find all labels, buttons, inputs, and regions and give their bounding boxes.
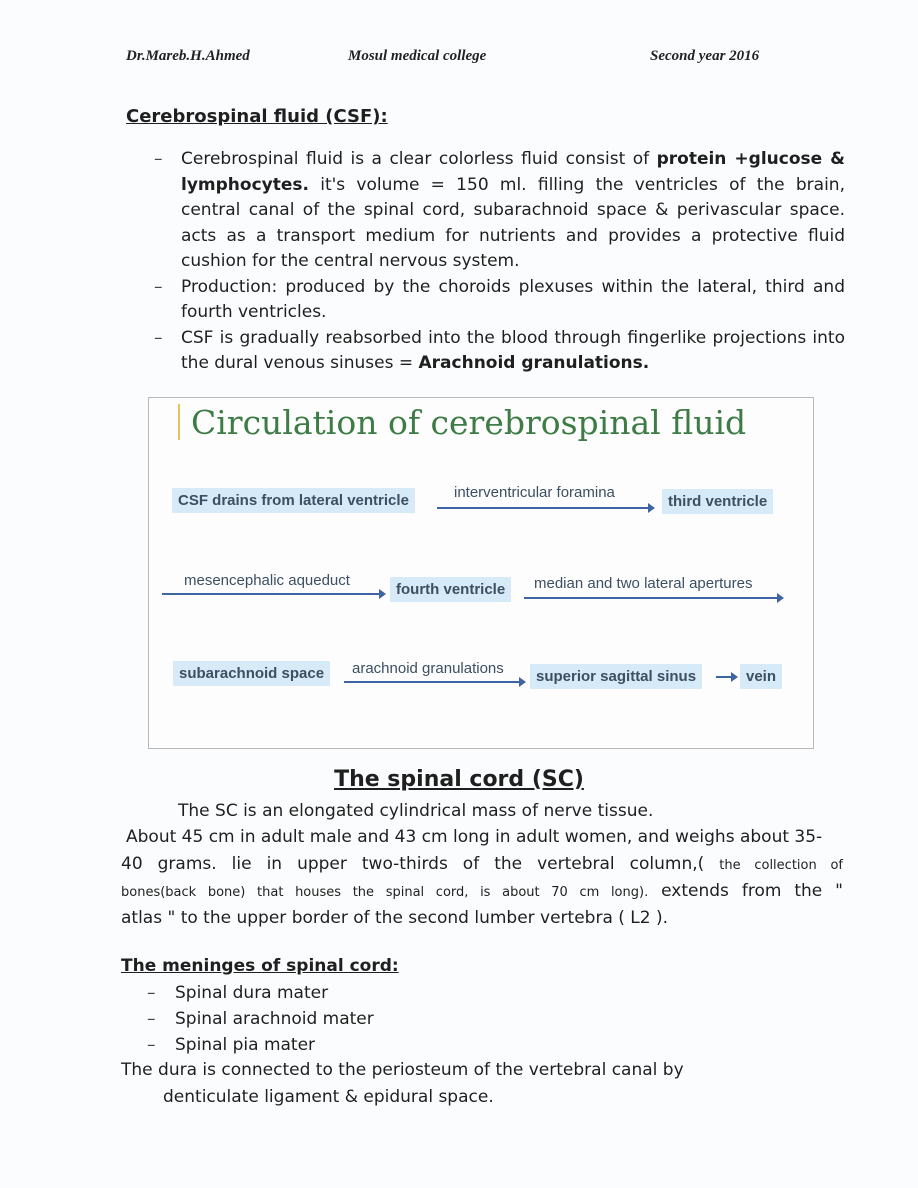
sc-paragraph (126, 824, 842, 851)
sc-line-3-text: extends from the " (648, 881, 843, 901)
arrow-row3-a (344, 681, 524, 683)
sc-line-4: atlas " to the upper border of the second lumber vertebra ( L2 ). (121, 908, 669, 928)
sc-line-3-small: bones(back bone) that houses the spinal cord, is about 70 cm long). (121, 885, 649, 900)
header-college: Mosul medical college (348, 48, 487, 64)
header-author: Dr.Mareb.H.Ahmed (126, 48, 250, 64)
label-arachnoid-granulations: arachnoid granulations (352, 660, 504, 677)
meninges-title: The meninges of spinal cord: (121, 956, 399, 976)
csf-bullet-3-text: CSF is gradually reabsorbed into the blood through fingerlike projections into the dural venous sinuses = (181, 327, 845, 373)
csf-section-title: Cerebrospinal fluid (CSF): (126, 106, 388, 127)
csf-bullet-2 (150, 275, 845, 326)
dash-bullet-icon: – (147, 1009, 156, 1029)
meninges-item-label: Spinal arachnoid mater (175, 1009, 374, 1029)
csf-bullet-3-bold: Arachnoid granulations. (418, 353, 650, 373)
csf-bullet-1-rest: it's volume = 150 ml. filling the ventricles of the brain, central canal of the spinal cord, subarachnoid space & perivascular space. acts as a transport medium for nutrients and provides a protective fluid cushion for the central nervous system. (181, 174, 845, 271)
label-mesencephalic-aqueduct: mesencephalic aqueduct (184, 572, 350, 589)
csf-bullet-list (150, 147, 845, 377)
sc-intro: The SC is an elongated cylindrical mass of nerve tissue. (178, 801, 654, 821)
node-lateral-ventricle: CSF drains from lateral ventricle (172, 488, 415, 513)
diagram-title: Circulation of cerebrospinal fluid (191, 403, 747, 442)
sc-line-1: About 45 cm in adult male and 43 cm long in adult women, and weighs about 35- (126, 827, 823, 847)
dash-bullet-icon: – (154, 276, 163, 297)
csf-bullet-1-text: Cerebrospinal fluid is a clear colorless fluid consist of (181, 149, 657, 169)
csf-bullet-1 (150, 147, 845, 275)
node-subarachnoid-space: subarachnoid space (173, 661, 330, 686)
meninges-item-label: Spinal dura mater (175, 983, 329, 1003)
dash-bullet-icon: – (147, 1035, 156, 1055)
header-year: Second year 2016 (650, 48, 760, 64)
sc-line-2-small: the collection of (719, 858, 843, 873)
meninges-item (147, 1006, 374, 1032)
arrow-row2-b (524, 597, 782, 599)
node-vein: vein (740, 664, 782, 689)
csf-bullet-2-text: Production: produced by the choroids plexuses within the lateral, third and fourth ventricles. (181, 276, 845, 322)
dash-bullet-icon: – (154, 149, 163, 169)
label-interventricular-foramina: interventricular foramina (454, 484, 615, 501)
spinal-cord-title: The spinal cord (SC) (334, 767, 584, 792)
arrow-row3-b (716, 676, 736, 678)
dura-line-2: denticulate ligament & epidural space. (163, 1087, 494, 1107)
node-superior-sagittal-sinus: superior sagittal sinus (530, 664, 702, 689)
arrow-row2-a (162, 593, 384, 595)
label-apertures: median and two lateral apertures (534, 575, 753, 592)
csf-bullet-1-bold: protein +glucose & lymphocytes. (181, 149, 845, 195)
dash-bullet-icon: – (147, 983, 156, 1003)
meninges-item (147, 980, 374, 1006)
csf-bullet-3 (150, 326, 845, 377)
dura-line-1: The dura is connected to the periosteum of the vertebral canal by (121, 1060, 684, 1080)
node-fourth-ventricle: fourth ventricle (390, 577, 511, 602)
sc-line-3 (121, 878, 843, 906)
meninges-item (147, 1032, 374, 1058)
meninges-item-label: Spinal pia mater (175, 1035, 316, 1055)
diagram-accent-bar (178, 404, 180, 440)
sc-line-2 (121, 851, 843, 879)
node-third-ventricle: third ventricle (662, 489, 773, 514)
arrow-row1 (437, 507, 653, 509)
sc-line-2-text: 40 grams. lie in upper two-thirds of the vertebral column,( (121, 854, 720, 874)
dash-bullet-icon: – (154, 327, 163, 348)
meninges-list (147, 980, 374, 1058)
